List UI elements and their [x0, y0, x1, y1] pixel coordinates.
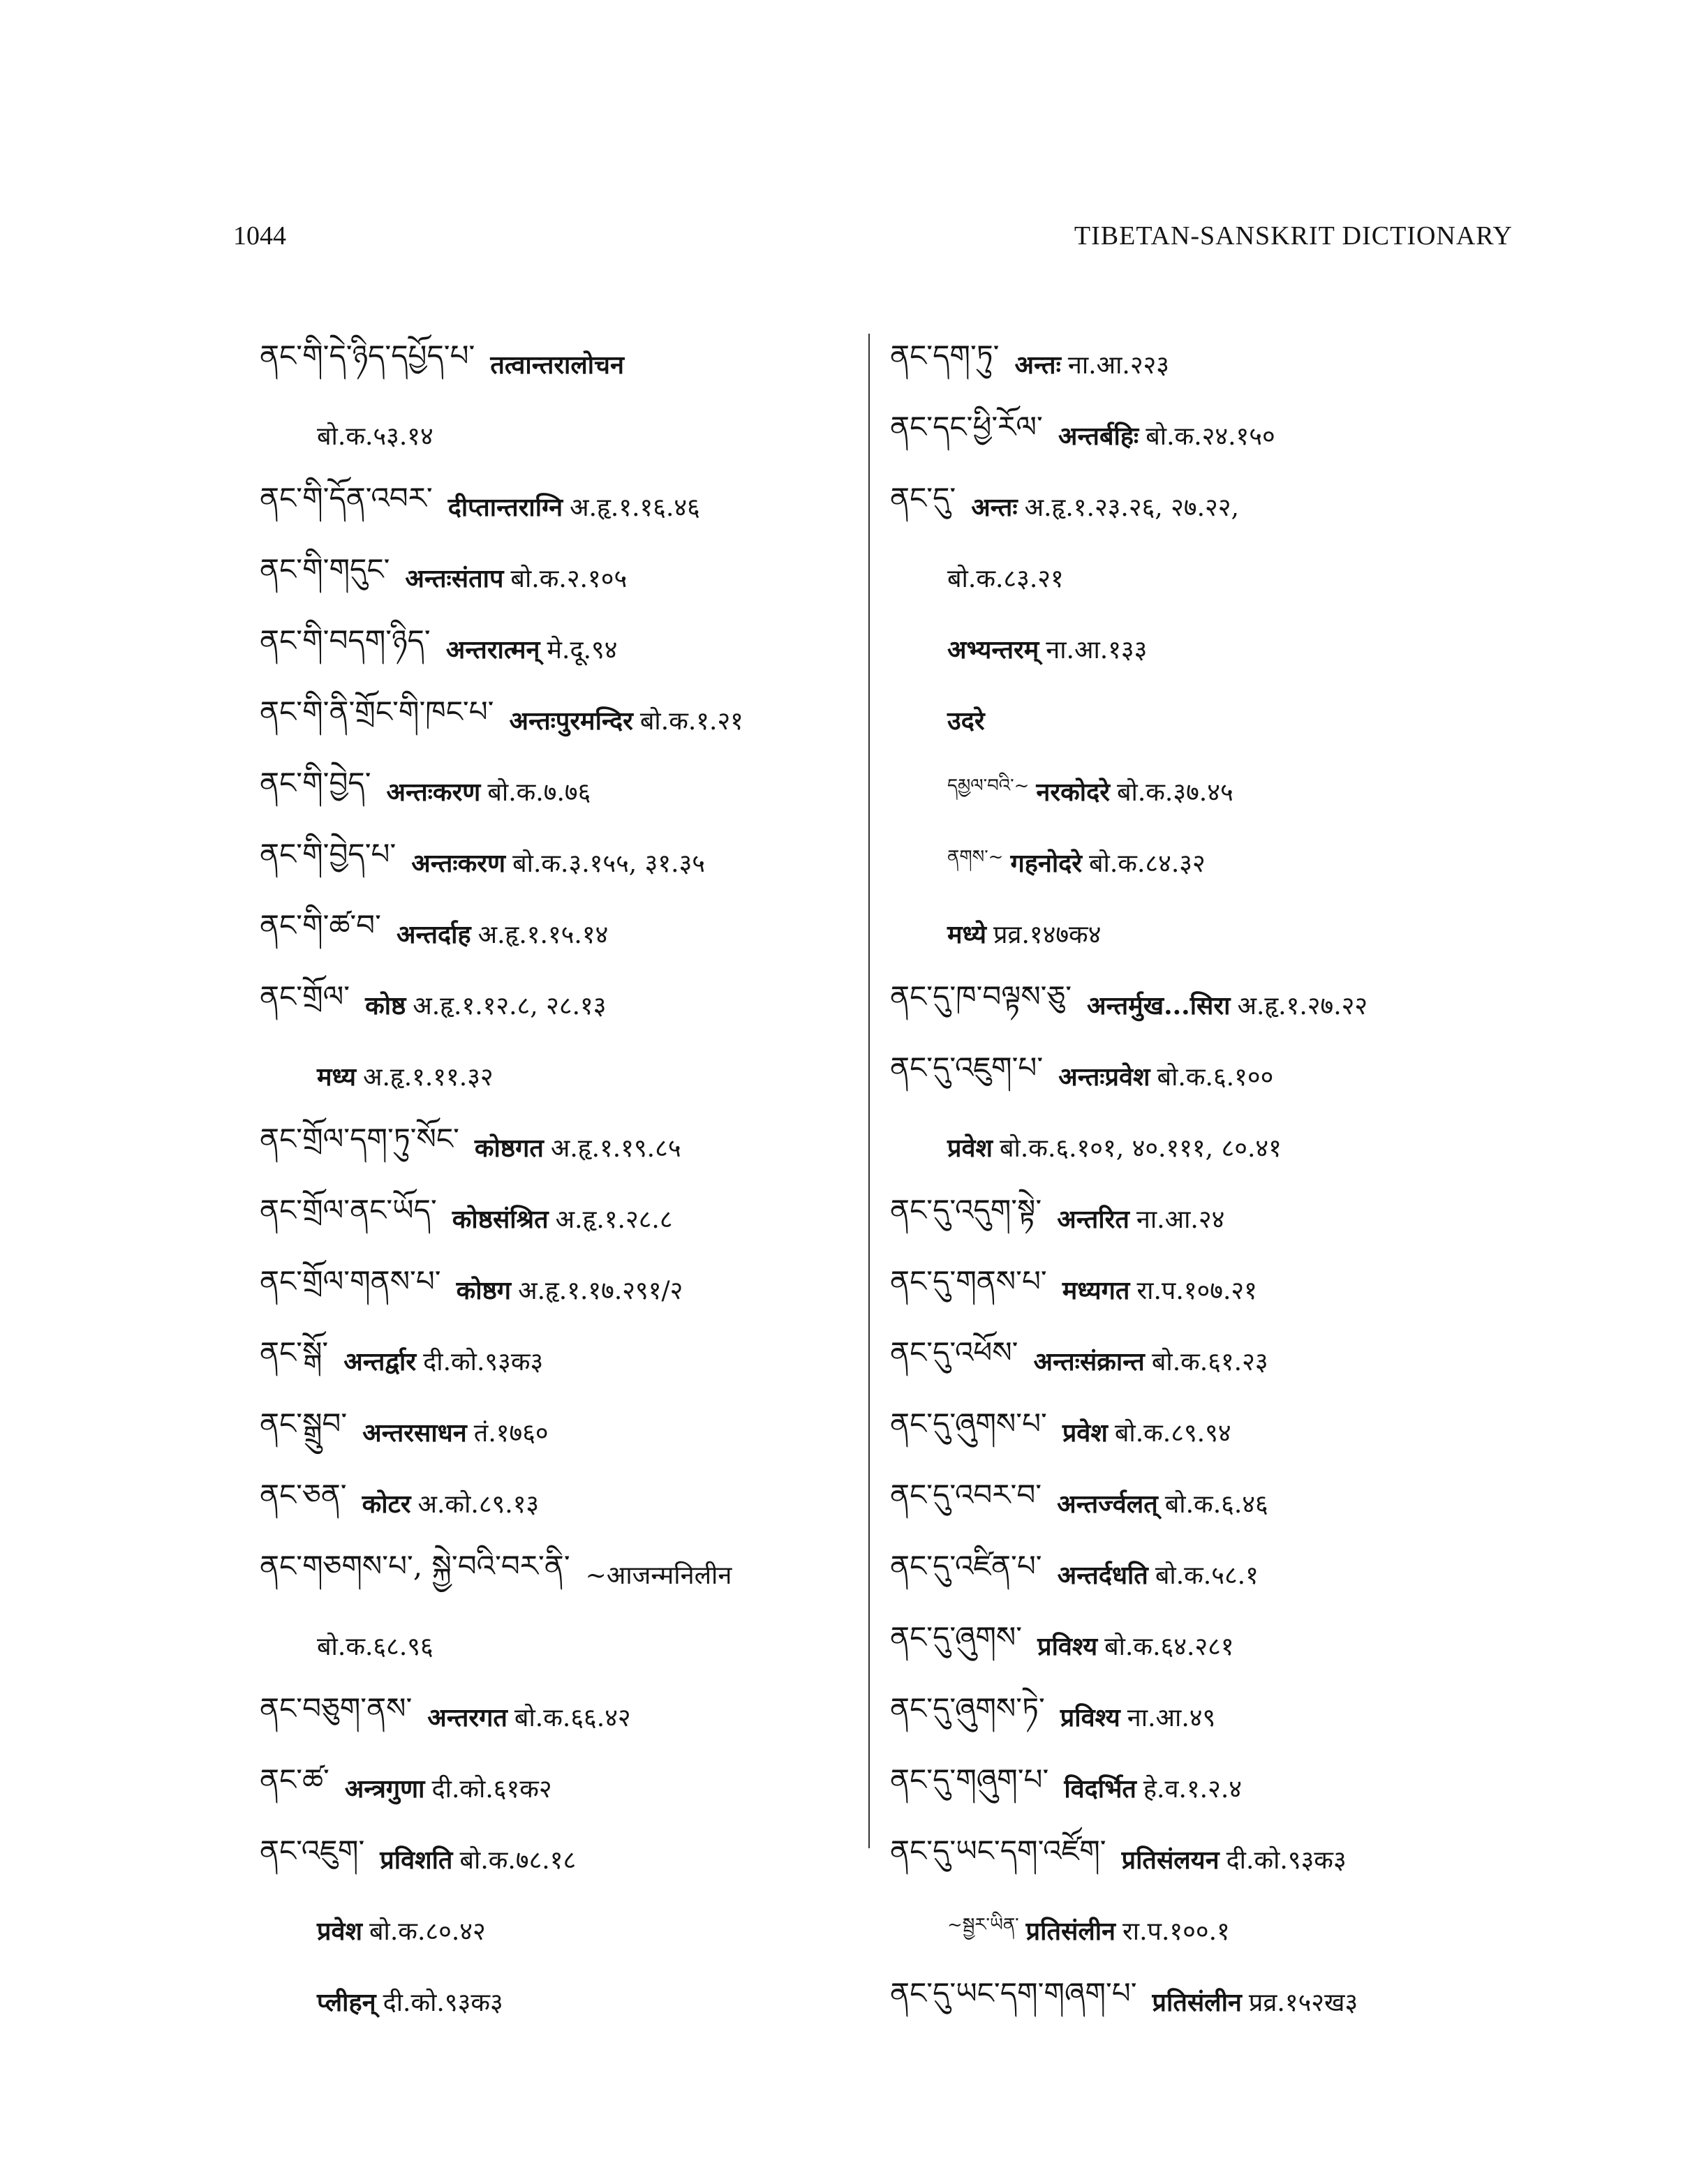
page-number: 1044: [233, 221, 286, 251]
source-reference: रा.प.१००.१: [1122, 1917, 1230, 1946]
dictionary-entry: [260, 1681, 867, 1752]
sanskrit-equivalent: अभ्यन्तरम्: [947, 634, 1039, 664]
sanskrit-equivalent: उदरे: [947, 706, 985, 736]
tibetan-headword: ནང་ཅན་: [260, 1477, 347, 1512]
tibetan-headword: ནང་དུ་ཁ་བལྟས་ཅུ་: [890, 979, 1072, 1013]
tibetan-headword: ནང་དུ་འཇུག་པ་: [890, 1050, 1044, 1085]
source-reference: बो.क.८४.३२: [1088, 849, 1206, 878]
source-reference: प्रव्र.१५२ख३: [1248, 1988, 1358, 2017]
column-divider: [868, 334, 870, 1848]
tibetan-headword: ནང་དུ་འཛིན་པ་: [890, 1548, 1042, 1583]
sanskrit-equivalent: अन्तः: [1014, 350, 1061, 380]
tibetan-headword: ནང་གི་བྱེད་: [260, 765, 371, 800]
dictionary-entry: [260, 755, 867, 826]
source-reference: बो.क.५३.१४: [317, 422, 433, 451]
tibetan-headword: ནང་ཚ་: [260, 1762, 329, 1797]
source-reference: बो.क.६४.२८१: [1104, 1632, 1234, 1661]
tibetan-headword: ནང་སྒོ་: [260, 1335, 329, 1369]
source-reference: अ.को.८९.१३: [417, 1490, 540, 1519]
source-reference: बो.क.१.२१: [639, 706, 743, 736]
sanskrit-equivalent: अन्तरात्मन्: [445, 634, 540, 664]
source-reference: बो.क.३.१५५, ३१.३५: [512, 849, 706, 878]
tibetan-headword: ནང་གཅགས་པ་, སྐྱེ་བའི་བར་ནི་: [260, 1548, 570, 1583]
source-reference: बो.क.८९.९४: [1114, 1418, 1231, 1448]
dictionary-entry: [890, 1894, 1546, 1966]
sanskrit-equivalent: दीप्तान्तराग्नि: [447, 492, 563, 522]
sanskrit-equivalent: प्रवेश: [317, 1916, 362, 1946]
source-reference: ना.आ.२२३: [1067, 350, 1169, 380]
dictionary-entry: [890, 1182, 1546, 1254]
source-reference: अ.हृ.१.१७.२९१/२: [518, 1276, 683, 1305]
dictionary-entry: [260, 1538, 867, 1610]
dictionary-entry: [890, 1752, 1546, 1823]
tibetan-headword: ནང་དག་ཏུ་: [890, 338, 1000, 373]
source-reference: बो.क.३७.४५: [1116, 778, 1233, 807]
running-head: TIBETAN-SANSKRIT DICTIONARY: [1074, 221, 1513, 251]
source-reference: बो.क.६.१०१, ४०.१११, ८०.४१: [999, 1134, 1282, 1163]
tibetan-headword: ནང་འཇུག་: [260, 1833, 365, 1868]
dictionary-entry: [260, 470, 867, 542]
tibetan-headword: ནང་གི་བདག་ཉིད་: [260, 623, 431, 658]
source-reference: बो.क.५८.१: [1155, 1561, 1259, 1590]
sanskrit-equivalent: कोष्ठसंश्रित: [452, 1204, 549, 1234]
sanskrit-equivalent: कोष्ठ: [365, 990, 406, 1020]
tibetan-headword: ནང་དུ་གནས་པ་: [890, 1263, 1047, 1298]
sanskrit-equivalent: नरकोदरे: [1036, 777, 1110, 807]
tibetan-headword: ནང་དུ་འཕོས་: [890, 1335, 1018, 1369]
sanskrit-equivalent: विदर्भित: [1064, 1774, 1136, 1804]
sanskrit-equivalent: अन्तःप्रवेश: [1058, 1062, 1150, 1092]
sanskrit-equivalent: अन्तःकरण: [386, 777, 481, 807]
sanskrit-equivalent: मध्य: [317, 1062, 356, 1092]
source-reference: बो.क.६६.४२: [514, 1703, 631, 1732]
dictionary-entry: [260, 399, 867, 470]
source-reference: बो.क.२.१०५: [510, 564, 628, 593]
tibetan-headword: ནང་དུ་ཡང་དག་གཞག་པ་: [890, 1975, 1137, 2010]
dictionary-entry: [260, 613, 867, 684]
sanskrit-equivalent: प्लीहन्: [317, 1987, 376, 2017]
sanskrit-equivalent: प्रवेश: [947, 1133, 993, 1163]
sanskrit-equivalent: अन्तःसंक्रान्त: [1033, 1346, 1145, 1376]
dictionary-entry: [890, 542, 1546, 613]
tibetan-headword: ནང་དུ་ཞུགས་: [890, 1619, 1023, 1654]
sanskrit-equivalent: अन्तरसाधन: [362, 1418, 467, 1448]
source-reference: बो.क.६८.९६: [317, 1632, 433, 1661]
sanskrit-equivalent: प्रविश्य: [1060, 1702, 1120, 1732]
source-reference: अ.हृ.१.२३.२६, २७.२२,: [1024, 493, 1239, 522]
sanskrit-equivalent: अन्तरगत: [427, 1702, 507, 1732]
source-reference: अ.हृ.१.१६.४६: [570, 493, 700, 522]
tibetan-headword: ནང་སྒྲུབ་: [260, 1406, 348, 1441]
dictionary-entry: [260, 1752, 867, 1823]
dictionary-entry: [260, 1182, 867, 1254]
sanskrit-equivalent: प्रतिसंलयन: [1121, 1845, 1220, 1875]
dictionary-entry: [890, 1111, 1546, 1182]
tibetan-headword: ནང་གྲོལ་: [260, 979, 350, 1013]
dictionary-entry: [260, 1467, 867, 1538]
sanskrit-equivalent: प्रतिसंलीन: [1152, 1987, 1242, 2017]
source-reference: बो.क.६.४६: [1164, 1490, 1268, 1519]
tibetan-headword: ནང་དུ་: [890, 480, 956, 515]
source-reference: अ.हृ.१.१९.८५: [550, 1134, 681, 1163]
dictionary-entry: [890, 399, 1546, 470]
tibetan-headword: ནང་དུ་འབར་བ་: [890, 1477, 1042, 1512]
source-reference: दी.को.६१क२: [431, 1774, 552, 1804]
tibetan-headword: ནང་གི་ཚ་བ་: [260, 907, 381, 942]
source-reference: ना.आ.१३३: [1046, 635, 1148, 664]
sanskrit-equivalent: प्रतिसंलीन: [1025, 1916, 1116, 1946]
dictionary-entry: [890, 898, 1546, 969]
sanskrit-equivalent: गहनोदरे: [1010, 848, 1082, 878]
sanskrit-equivalent: अन्तर्बहिः: [1058, 421, 1139, 451]
sanskrit-equivalent: अन्तर्दाह: [396, 919, 471, 949]
tibetan-headword: ནང་དུ་ཞུགས་པ་: [890, 1406, 1047, 1441]
dictionary-entry: [260, 898, 867, 969]
dictionary-entry: [260, 1254, 867, 1325]
tibetan-headword: ནང་གི་དོན་འབར་: [260, 480, 433, 515]
source-reference: दी.को.९३क३: [383, 1988, 503, 2017]
sanskrit-equivalent: अन्तर्मुख...सिरा: [1087, 990, 1231, 1020]
tibetan-headword: ནང་བཅུག་ནས་: [260, 1691, 413, 1725]
right-column: [890, 328, 1546, 2037]
source-reference: मे.दू.९४: [547, 635, 618, 664]
dictionary-entry: [890, 826, 1546, 898]
dictionary-entry: [890, 1610, 1546, 1681]
dictionary-entry: [890, 1681, 1546, 1752]
sanskrit-equivalent: प्रवेश: [1062, 1418, 1108, 1448]
entry-prefix: དམྱལ་བའི་~: [947, 775, 1030, 796]
sanskrit-equivalent: अन्तःसंताप: [405, 563, 504, 593]
source-reference: अ.हृ.१.१२.८, २८.१३: [413, 991, 607, 1020]
dictionary-entry: [260, 1040, 867, 1111]
tibetan-headword: ནང་དུ་ཞུགས་ཏེ་: [890, 1691, 1045, 1725]
tibetan-headword: ནང་དུ་འདུག་སྟེ་: [890, 1192, 1042, 1227]
sanskrit-equivalent: कोष्ठग: [456, 1275, 512, 1305]
source-reference: दी.को.९३क३: [1226, 1845, 1347, 1875]
left-column: [260, 328, 867, 2037]
sanskrit-equivalent: तत्वान्तरालोचन: [490, 350, 624, 380]
tibetan-headword: ནང་དུ་གཞུག་པ་: [890, 1762, 1049, 1797]
dictionary-entry: [260, 328, 867, 399]
tibetan-headword: ནང་གི་བྱེད་པ་: [260, 836, 396, 871]
source-reference: ना.आ.२४: [1136, 1205, 1225, 1234]
sanskrit-equivalent: अन्तर्द्वार: [343, 1346, 417, 1376]
sanskrit-equivalent: मध्यगत: [1062, 1275, 1130, 1305]
source-reference: बो.क.७८.१८: [459, 1845, 577, 1875]
dictionary-entry: [890, 1538, 1546, 1610]
source-reference: बो.क.२४.१५०: [1146, 422, 1275, 451]
source-reference: बो.क.८०.४२: [369, 1917, 486, 1946]
dictionary-entry: [260, 826, 867, 898]
tibetan-headword: ནང་གྲོལ་གནས་པ་: [260, 1263, 441, 1298]
dictionary-entry: [890, 1467, 1546, 1538]
source-reference: बो.क.८३.२१: [947, 564, 1064, 593]
source-reference: दी.को.९३क३: [423, 1347, 544, 1376]
dictionary-entry: [260, 969, 867, 1040]
sanskrit-equivalent: अन्तःकरण: [411, 848, 506, 878]
source-reference: ~आजन्मनिलीन: [585, 1561, 732, 1590]
sanskrit-equivalent: प्रविश्य: [1037, 1631, 1098, 1661]
tibetan-headword: ནང་གྲོལ་དག་ཏུ་སོང་: [260, 1121, 459, 1156]
tibetan-headword: ནང་གྲོལ་ནང་ཡོད་: [260, 1192, 437, 1227]
dictionary-entry: [890, 969, 1546, 1040]
dictionary-entry: [260, 1823, 867, 1894]
dictionary-entry: [890, 1325, 1546, 1396]
source-reference: बो.क.६१.२३: [1151, 1347, 1268, 1376]
tibetan-headword: ནང་གི་ནི་གྲོང་གི་ཁང་པ་: [260, 694, 494, 729]
source-reference: हे.व.१.२.४: [1143, 1774, 1242, 1804]
sanskrit-equivalent: अन्तर्दधति: [1057, 1560, 1148, 1590]
dictionary-entry: [890, 755, 1546, 826]
tibetan-headword: ནང་དང་ཕྱི་རོལ་: [890, 409, 1043, 444]
sanskrit-equivalent: अन्तरित: [1057, 1204, 1129, 1234]
tibetan-headword: ནང་གི་གདུང་: [260, 551, 390, 586]
sanskrit-equivalent: मध्ये: [947, 919, 986, 949]
dictionary-entry: [260, 1610, 867, 1681]
source-reference: बो.क.६.१००: [1157, 1062, 1274, 1092]
dictionary-entry: [260, 542, 867, 613]
entry-prefix: ནགས་~: [947, 846, 1004, 868]
source-reference: बो.क.७.७६: [487, 778, 591, 807]
source-reference: प्रव्र.१४७क४: [993, 920, 1102, 949]
dictionary-entry: [260, 1325, 867, 1396]
dictionary-entry: [260, 1966, 867, 2037]
source-reference: ना.आ.४९: [1127, 1703, 1216, 1732]
source-reference: तं.१७६०: [473, 1418, 549, 1448]
source-reference: रा.प.१०७.२१: [1136, 1276, 1257, 1305]
dictionary-entry: [890, 1823, 1546, 1894]
sanskrit-equivalent: अन्तःपुरमन्दिर: [509, 706, 633, 736]
tibetan-headword: ནང་གི་དེ་ཉིད་དཔྱོད་པ་: [260, 338, 475, 373]
dictionary-entry: [890, 613, 1546, 684]
sanskrit-equivalent: अन्त्रगुणा: [344, 1774, 425, 1804]
dictionary-entry: [890, 1396, 1546, 1467]
sanskrit-equivalent: कोष्ठगत: [474, 1133, 544, 1163]
dictionary-entry: [890, 1254, 1546, 1325]
dictionary-entry: [890, 1040, 1546, 1111]
tibetan-headword: ནང་དུ་ཡང་དག་འཛོག་: [890, 1833, 1106, 1868]
dictionary-entry: [260, 1894, 867, 1966]
sanskrit-equivalent: अन्तः: [971, 492, 1018, 522]
sanskrit-equivalent: कोटर: [362, 1489, 411, 1519]
dictionary-entry: [260, 684, 867, 755]
source-reference: अ.हृ.१.२७.२२: [1237, 991, 1368, 1020]
dictionary-entry: [260, 1396, 867, 1467]
dictionary-entry: [890, 328, 1546, 399]
dictionary-entry: [890, 470, 1546, 542]
dictionary-entry: [890, 1966, 1546, 2037]
source-reference: अ.हृ.१.११.३२: [362, 1062, 494, 1092]
source-reference: अ.हृ.१.१५.१४: [477, 920, 609, 949]
entry-prefix: ~སྦྱར་ཡིན་: [947, 1914, 1019, 1936]
dictionary-entry: [260, 1111, 867, 1182]
dictionary-entry: [890, 684, 1546, 755]
sanskrit-equivalent: अन्तर्ज्वलत्: [1057, 1489, 1158, 1519]
sanskrit-equivalent: प्रविशति: [380, 1845, 453, 1875]
source-reference: अ.हृ.१.२८.८: [555, 1205, 673, 1234]
